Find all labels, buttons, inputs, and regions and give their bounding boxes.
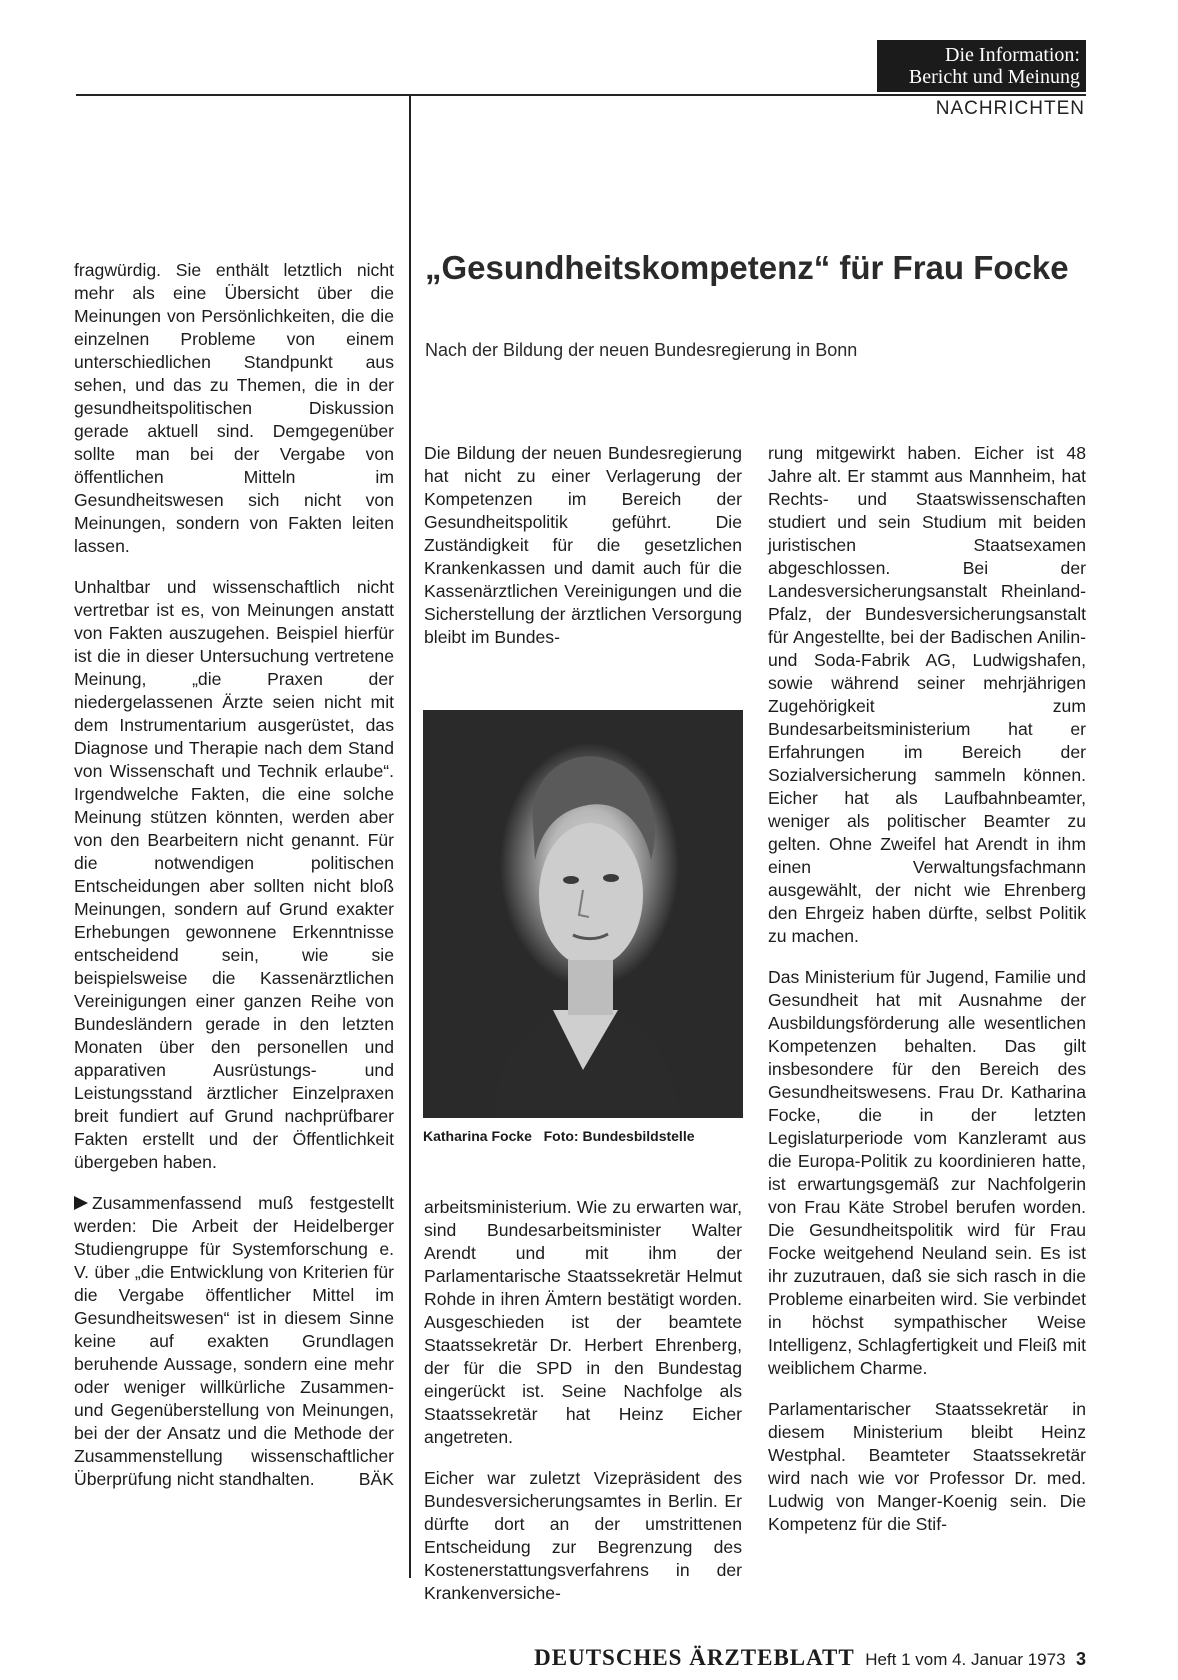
article-headline: „Gesundheitskompetenz“ für Frau Focke: [425, 249, 1069, 286]
magazine-name: DEUTSCHES ÄRZTEBLATT: [534, 1645, 855, 1670]
article-paragraph: arbeitsministerium. Wie zu erwarten war, sind Bundesarbeitsminister Walter Arendt und mit ihm der Parlamentarische Staatssekretär Helmut Rohde in ihren Ämtern bestätigt worden. Ausgeschieden ist der beamtete Staatssekretär Dr. Herbert Ehrenberg, der für die SPD in den Bundestag eingerückt ist. Seine Nachfolge als Staatssekretär hat Heinz Eicher angetreten.: [424, 1197, 742, 1447]
issue-info: Heft 1 vom 4. Januar 1973: [865, 1650, 1066, 1669]
left-column: [74, 259, 394, 1509]
article-paragraph: Eicher war zuletzt Vizepräsident des Bundesversicherungsamtes in Berlin. Er dürfte dort an der umstrittenen Entscheidung zur Begrenzung des Kostenerstattungsverfahrens in der Krankenversiche-: [424, 1468, 742, 1603]
article-paragraph: rung mitgewirkt haben. Eicher ist 48 Jahre alt. Er stammt aus Mannheim, hat Rechts- und Staatswissenschaften studiert und sein Studium mit beiden juristischen Staatsexamen abgeschlossen. Bei der Landesversicherungsanstalt Rheinland-Pfalz, der Bundesversicherungsanstalt für Angestellte, bei der Badischen Anilin- und Soda-Fabrik AG, Ludwigshafen, sowie während seiner mehrjährigen Zugehörigkeit zum Bundesarbeitsministerium hat er Erfahrungen im Bereich der Sozialversicherung sammeln können. Eicher hat als Laufbahnbeamter, weniger als politischer Beamter zu gelten. Ohne Zweifel hat Arendt in ihm einen Verwaltungsfachmann ausgewählt, der nicht wie Ehrenberg den Ehrgeiz haben dürfte, selbst Politik zu machen.: [768, 443, 1086, 946]
header-rule: [76, 94, 1086, 96]
article-paragraph: Die Bildung der neuen Bundesregierung hat nicht zu einer Verlagerung der Kompetenzen im Bereich der Gesundheitspolitik geführt. Die Zuständigkeit für die gesetzlichen Krankenkassen und damit auch für die Kassenärztlichen Vereinigungen und die Sicherstellung der ärztlichen Versorgung bleibt im Bundes-: [424, 443, 742, 647]
article-paragraph: Parlamentarischer Staatssekretär in diesem Ministerium bleibt Heinz Westphal. Beamteter Staatssekretär wird nach wie vor Professor Dr. med. Ludwig von Manger-Koenig sein. Die Kompetenz für die Stif-: [768, 1399, 1086, 1534]
photo-caption: [423, 1128, 745, 1144]
signoff: BÄK: [358, 1469, 394, 1489]
left-paragraph-1: fragwürdig. Sie enthält letztlich nicht mehr als eine Übersicht über die Meinungen von Persönlichkeiten, die die einzelnen Probleme von einem unterschiedlichen Standpunkt aus sehen, und das zu Themen, die in der gesundheitspolitischen Diskussion gerade aktuell sind. Demgegenüber sollte man bei der Vergabe von öffentlichen Mitteln im Gesundheitswesen sich nicht von Meinungen, sondern von Fakten leiten lassen.: [74, 260, 394, 556]
left-paragraph-3-text: Zusammenfassend muß festgestellt werden: Die Arbeit der Heidelberger Studiengruppe für Systemforschung e. V. über „die Entwicklung von Kriterien für die Vergabe öffentlicher Mittel im Gesundheitswesen“ ist in diesem Sinne keine auf exakten Grundlagen beruhende Aussage, sondern eine mehr oder weniger willkürliche Zusammen- und Gegenüberstellung von Meinungen, bei der der Ansatz und die Methode der Zusammenstellung wissenschaftlicher Überprüfung nicht standhalten.: [74, 1193, 394, 1489]
article-column-1: [424, 442, 742, 667]
section-label: NACHRICHTEN: [935, 98, 1085, 119]
left-paragraph-2: Unhaltbar und wissenschaftlich nicht vertretbar ist es, von Meinungen anstatt von Fakten auszugehen. Beispiel hierfür ist die in dieser Untersuchung vertretene Meinung, „die Praxen der niedergelassenen Ärzte seien nicht mit dem Instrumentarium ausgerüstet, das Diagnose und Therapie nach dem Stand von Wissenschaft und Technik erlaube“. Irgendwelche Fakten, die eine solche Meinung stützen könnten, werden aber von den Bearbeitern nicht genannt. Für die notwendigen politischen Entscheidungen aber sollten nicht bloß Meinungen, sondern auf Grund exakter Erhebungen gewonnene Erkenntnisse entscheidend sein, wie sie beispielsweise die Kassenärztlichen Vereinigungen einer ganzen Reihe von Bundesländern gerade in den letzten Monaten über den personellen und apparativen Ausrüstungs- und Leistungsstand ärztlicher Einzelpraxen breit fundiert auf Grund nachprüfbarer Fakten erstellt und der Öffentlichkeit übergeben haben.: [74, 577, 394, 1172]
left-paragraph-3: [74, 1192, 394, 1491]
column-divider: [409, 94, 411, 1578]
article-column-2: [768, 442, 1086, 1554]
article-column-1-continued: [424, 1196, 742, 1623]
section-box-line1: Die Information:: [945, 44, 1080, 66]
page-number: 3: [1075, 1649, 1086, 1669]
caption-credit: Foto: Bundesbildstelle: [543, 1128, 695, 1144]
page-footer: [494, 1645, 1086, 1671]
portrait-figure: [423, 710, 743, 1118]
triangle-arrow-icon: [74, 1196, 88, 1210]
portrait-photo: [423, 710, 743, 1118]
section-box: [877, 40, 1086, 92]
caption-name: Katharina Focke: [423, 1128, 532, 1144]
section-box-line2: Bericht und Meinung: [908, 66, 1080, 88]
article-paragraph: Das Ministerium für Jugend, Familie und Gesundheit hat mit Ausnahme der Ausbildungsförderung alle wesentlichen Kompetenzen behalten. Das gilt insbesondere für den Bereich des Gesundheitswesens. Frau Dr. Katharina Focke, die in der letzten Legislaturperiode vom Kanzleramt aus die Europa-Politik zu koordinieren hatte, ist erwartungsgemäß zur Nachfolgerin von Frau Käte Strobel berufen worden. Die Gesundheitspolitik wird für Frau Focke weitgehend Neuland sein. Es ist ihr zuzutrauen, daß sie sich rasch in die Probleme einarbeiten wird. Sie verbindet in höchst sympathischer Weise Intelligenz, Schlagfertigkeit und Fleiß mit weiblichem Charme.: [768, 967, 1086, 1378]
article-subhead: Nach der Bildung der neuen Bundesregierung in Bonn: [425, 340, 858, 360]
